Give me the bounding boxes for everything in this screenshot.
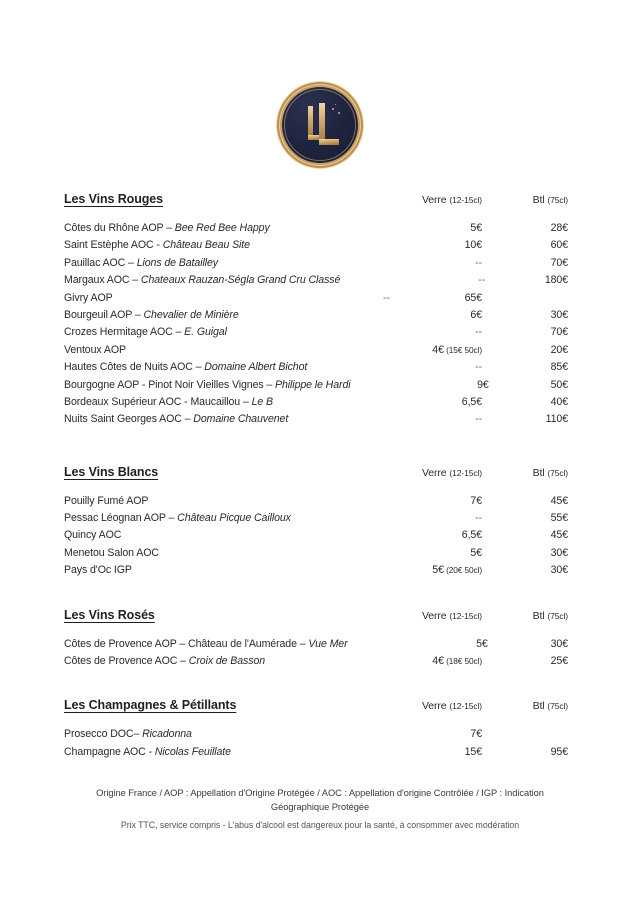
price-bottle: 180€ (544, 274, 568, 287)
section-header (64, 465, 568, 479)
wine-name: Côtes de Provence AOC – Croix de Basson (64, 655, 266, 668)
wine-row (64, 292, 568, 309)
price-bottle: 30€ (550, 308, 568, 321)
sparkle-icon (338, 112, 340, 114)
price-bottle: 20€ (550, 343, 568, 356)
wine-name: Nuits Saint Georges AOC – Domaine Chauvenet (64, 413, 289, 426)
wine-row (64, 379, 568, 396)
section-spacer (64, 431, 568, 465)
column-header-btl-size: (75cl) (547, 701, 568, 712)
wine-name: Givry AOP (64, 291, 113, 304)
wine-producer: Château Picque Cailloux (177, 512, 291, 525)
price-bottle: 60€ (550, 239, 568, 252)
wine-row (64, 512, 568, 529)
wine-name: Côtes du Rhône AOP – Bee Red Bee Happy (64, 222, 270, 234)
section-title: Les Champagnes & Pétillants (64, 698, 237, 713)
sparkle-icon (332, 108, 334, 110)
price-unavailable: -- (475, 512, 482, 525)
price-unavailable: -- (475, 361, 482, 374)
brand-logo-container (0, 87, 640, 163)
wine-name: Côtes de Provence AOP – Château de l'Aumérade – Vue Mer (64, 637, 348, 650)
price-bottle: 28€ (550, 222, 568, 234)
wine-name: Ventoux AOP (64, 343, 126, 356)
price-placeholder: -- (382, 291, 390, 304)
section-header (64, 608, 568, 622)
wine-row (64, 728, 568, 745)
price-verre: 7€ (470, 728, 482, 741)
section-header (64, 192, 568, 206)
wine-row (64, 222, 568, 239)
wine-name: Pessac Léognan AOP – Château Picque Cailloux (64, 512, 291, 525)
wine-name: Pauillac AOC – Lions de Batailley (64, 256, 218, 269)
menu-footer (70, 786, 570, 832)
wine-name: Champagne AOC - Nicolas Feuillate (64, 745, 231, 758)
price-verre: 6€ (470, 308, 482, 321)
column-header-btl-size: (75cl) (547, 610, 568, 621)
wine-row (64, 547, 568, 564)
section-spacer (64, 672, 568, 698)
price-verre: 5€ (470, 546, 482, 559)
column-header-btl: Btl (75cl) (532, 194, 568, 206)
column-header-btl-size: (75cl) (547, 467, 568, 478)
menu-section (64, 192, 568, 431)
price-verre: 4€ (15€ 50cl) (432, 343, 482, 356)
sparkle-icon (335, 104, 336, 105)
wine-row (64, 638, 568, 655)
column-header-verre: Verre (12-15cl) (421, 609, 482, 622)
price-bottle: 95€ (550, 745, 568, 758)
price-unavailable: -- (475, 413, 482, 426)
price-verre: 5€ (476, 637, 488, 650)
price-verre-alt-size: (15€ 50cl) (443, 344, 482, 355)
wine-producer: Croix de Basson (188, 655, 266, 668)
wine-name: Hautes Côtes de Nuits AOC – Domaine Albert Bichot (64, 361, 308, 374)
wine-name: Quincy AOC (64, 529, 122, 542)
wine-producer: Château Beau Site (162, 239, 250, 252)
price-verre: 4€ (18€ 50cl) (432, 655, 482, 668)
price-bottle: 25€ (550, 655, 568, 668)
wine-producer: Vue Mer (308, 637, 348, 650)
price-verre: 5€ (20€ 50cl) (432, 564, 482, 577)
wine-row (64, 746, 568, 763)
price-bottle: 50€ (550, 378, 568, 391)
price-verre: 15€ (464, 745, 482, 758)
wine-producer: E. Guigal (184, 326, 227, 339)
price-bottle: 30€ (550, 637, 568, 650)
price-verre: 10€ (464, 239, 482, 252)
column-header-btl: Btl (75cl) (532, 466, 568, 479)
wine-row (64, 529, 568, 546)
wine-producer: Chevalier de Minière (143, 308, 239, 321)
price-verre: 6,5€ (461, 395, 482, 408)
wine-row (64, 413, 568, 430)
wine-name: Menetou Salon AOC (64, 546, 159, 559)
wine-producer: Domaine Chauvenet (193, 413, 289, 426)
price-verre: 9€ (477, 378, 489, 391)
section-header (64, 698, 568, 712)
price-bottle: 45€ (550, 494, 568, 507)
wine-name: Prosecco DOC– Ricadonna (64, 728, 192, 741)
price-verre (340, 274, 485, 286)
wine-row (64, 257, 568, 274)
price-unavailable: -- (478, 274, 486, 287)
wine-producer: Chateaux Rauzan-Ségla Grand Cru Classé (140, 274, 341, 287)
price-bottle: 70€ (550, 326, 568, 339)
wine-row (64, 274, 568, 291)
column-header-btl: Btl (75cl) (532, 609, 568, 622)
section-title: Les Vins Rouges (64, 192, 163, 206)
wine-row (64, 344, 568, 361)
wine-producer: Domaine Albert Bichot (204, 361, 308, 374)
wine-name: Bourgeuil AOP – Chevalier de Minière (64, 308, 239, 321)
wine-producer: Nicolas Feuillate (154, 745, 231, 758)
price-verre (332, 413, 482, 425)
price-verre-alt-size: (18€ 50cl) (443, 656, 482, 667)
price-bottle: 40€ (550, 395, 568, 408)
price-verre: 65€ (464, 291, 482, 304)
price-bottle: 30€ (550, 564, 568, 577)
wine-name: Pays d'Oc IGP (64, 564, 132, 577)
price-bottle: 110€ (545, 413, 568, 426)
wine-name: Saint Estèphe AOC - Château Beau Site (64, 239, 250, 252)
section-title: Les Vins Blancs (64, 464, 159, 479)
price-bottle: 85€ (550, 361, 568, 374)
price-verre (332, 257, 482, 269)
monogram-l2-horizontal (319, 139, 339, 145)
price-verre: 6,5€ (461, 529, 482, 542)
menu-section (64, 608, 568, 673)
price-verre (332, 326, 482, 338)
price-verre: 7€ (470, 494, 482, 507)
price-verre (332, 512, 482, 524)
price-bottle: 45€ (550, 529, 568, 542)
section-title: Les Vins Rosés (64, 607, 155, 622)
menu-section (64, 465, 568, 582)
price-bottle: 30€ (550, 546, 568, 559)
footer-legal-notice: Prix TTC, service compris - L'abus d'alcool est dangereux pour la santé, à consommer avec modération (120, 820, 520, 830)
column-header-verre: Verre (12-15cl) (421, 194, 482, 206)
footer-appellation-legend: Origine France / AOP : Appellation d'Origine Protégée / AOC : Appellation d'origine Contrôlée / IGP : Indication Géographique Protégée (96, 788, 544, 812)
wine-row (64, 396, 568, 413)
column-header-btl-size: (75cl) (547, 195, 568, 205)
column-header-verre-size: (12-15cl) (449, 467, 482, 478)
wine-producer: Ricadonna (142, 728, 192, 741)
price-bottle: 70€ (550, 256, 568, 269)
price-verre (332, 361, 482, 373)
column-header-verre-size: (12-15cl) (449, 610, 482, 621)
price-unavailable: -- (475, 256, 482, 269)
column-header-verre-size: (12-15cl) (449, 195, 482, 205)
ll-monogram-logo (282, 87, 358, 163)
wine-row (64, 564, 568, 581)
price-verre-alt-size: (20€ 50cl) (443, 565, 482, 576)
menu-section (64, 698, 568, 763)
price-bottle: 55€ (550, 512, 568, 525)
wine-menu (64, 192, 568, 763)
price-unavailable: -- (475, 326, 482, 339)
price-verre: 5€ (470, 222, 482, 234)
section-spacer (64, 582, 568, 608)
wine-row (64, 309, 568, 326)
wine-producer: Philippe le Hardi (275, 378, 351, 391)
wine-name: Pouilly Fumé AOP (64, 494, 149, 507)
wine-producer: Bee Red Bee Happy (174, 222, 270, 234)
wine-row (64, 655, 568, 672)
wine-name: Bordeaux Supérieur AOC - Maucaillou – Le B (64, 395, 273, 408)
wine-row (64, 239, 568, 256)
column-header-btl: Btl (75cl) (532, 700, 568, 713)
wine-producer: Le B (251, 395, 273, 408)
wine-row (64, 361, 568, 378)
wine-producer: Lions de Batailley (136, 256, 218, 269)
wine-name: Crozes Hermitage AOC – E. Guigal (64, 326, 227, 339)
column-header-verre-size: (12-15cl) (449, 701, 482, 712)
wine-name: Margaux AOC – Chateaux Rauzan-Ségla Grand Cru Classé (64, 274, 341, 287)
monogram-letters (282, 87, 358, 163)
wine-row (64, 326, 568, 343)
wine-row (64, 495, 568, 512)
column-header-verre: Verre (12-15cl) (421, 700, 482, 713)
column-header-verre: Verre (12-15cl) (421, 466, 482, 479)
wine-name: Bourgogne AOP - Pinot Noir Vieilles Vignes – Philippe le Hardi (64, 378, 351, 391)
